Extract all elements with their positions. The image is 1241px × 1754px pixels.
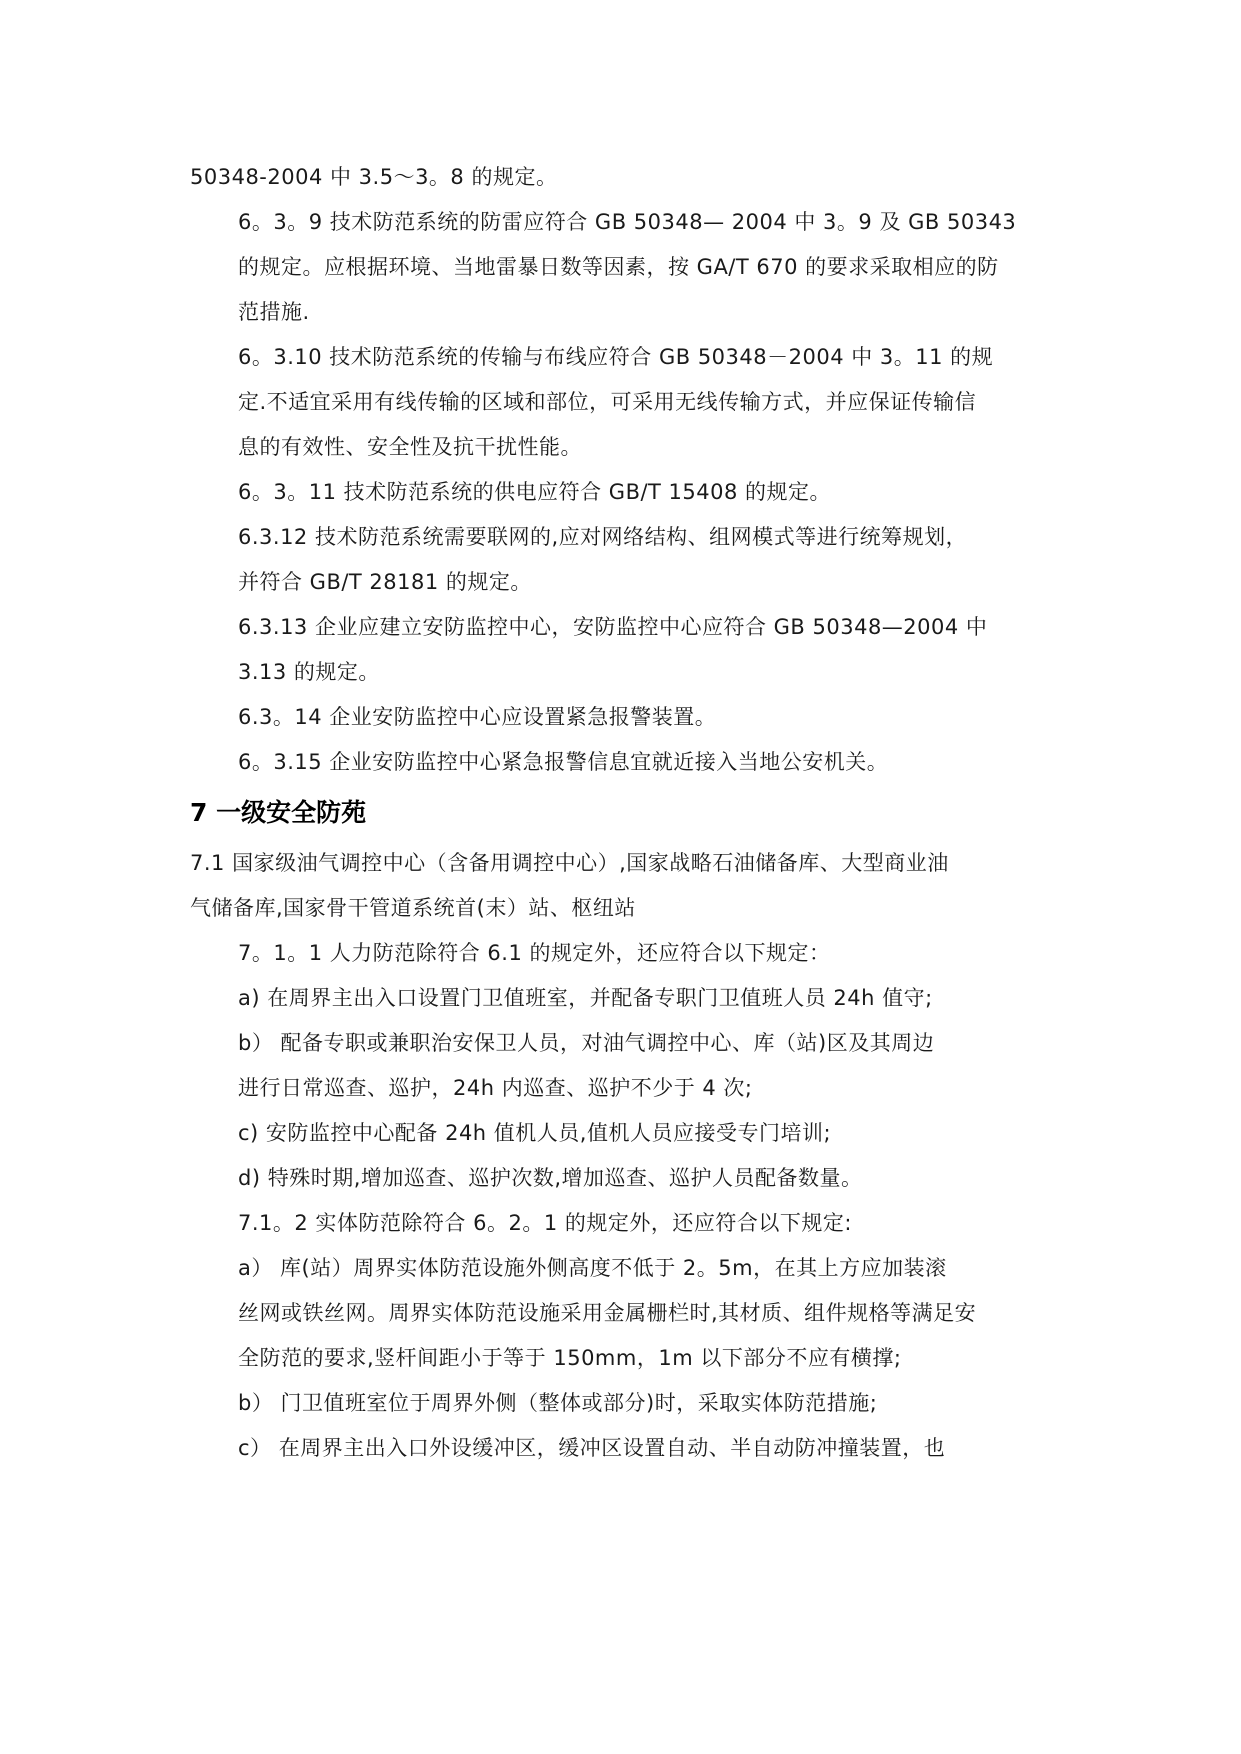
paragraph	[190, 155, 1052, 200]
text-line: 丝网或铁丝网。周界实体防范设施采用金属栅栏时,其材质、组件规格等满足安	[238, 1301, 977, 1325]
paragraph	[190, 1426, 1052, 1471]
paragraph	[190, 605, 1052, 695]
paragraph	[190, 1021, 1052, 1111]
paragraph	[190, 841, 1052, 931]
paragraph	[190, 976, 1052, 1021]
text-line: 7。1。1 人力防范除符合 6.1 的规定外，还应符合以下规定：	[238, 941, 831, 965]
text-line: a) 在周界主出入口设置门卫值班室，并配备专职门卫值班人员 24h 值守;	[238, 986, 933, 1010]
text-line: 6。3。11 技术防范系统的供电应符合 GB/T 15408 的规定。	[238, 480, 832, 504]
paragraph	[190, 740, 1052, 785]
paragraph	[190, 515, 1052, 605]
text-line: 6。3。9 技术防范系统的防雷应符合 GB 50348— 2004 中 3。9 及 GB 50343	[238, 210, 1017, 234]
text-line: 6。3.15 企业安防监控中心紧急报警信息宜就近接入当地公安机关。	[238, 750, 889, 774]
text-line: a） 库(站）周界实体防范设施外侧高度不低于 2。5m，在其上方应加装滚	[238, 1256, 947, 1280]
paragraph	[190, 695, 1052, 740]
text-line: 全防范的要求,竖杆间距小于等于 150mm，1m 以下部分不应有横撑;	[238, 1346, 902, 1370]
text-line: 定.不适宜采用有线传输的区域和部位，可采用无线传输方式，并应保证传输信	[238, 390, 977, 414]
paragraph	[190, 470, 1052, 515]
text-line: 并符合 GB/T 28181 的规定。	[238, 570, 532, 594]
text-line: d) 特殊时期,增加巡查、巡护次数,增加巡查、巡护人员配备数量。	[238, 1166, 863, 1190]
paragraph	[190, 335, 1052, 470]
text-line: 6.3.13 企业应建立安防监控中心，安防监控中心应符合 GB 50348—2004 中	[238, 615, 988, 639]
text-line: 3.13 的规定。	[238, 660, 380, 684]
text-line: 6。3.10 技术防范系统的传输与布线应符合 GB 50348－2004 中 3。11 的规	[238, 345, 994, 369]
text-line: c) 安防监控中心配备 24h 值机人员,值机人员应接受专门培训;	[238, 1121, 832, 1145]
text-line: b） 配备专职或兼职治安保卫人员，对油气调控中心、库（站)区及其周边	[238, 1031, 935, 1055]
text-line: 范措施.	[238, 300, 310, 324]
text-line: c） 在周界主出入口外设缓冲区，缓冲区设置自动、半自动防冲撞装置，也	[238, 1436, 946, 1460]
paragraph	[190, 1381, 1052, 1426]
paragraph	[190, 931, 1052, 976]
text-line: 7.1。2 实体防范除符合 6。2。1 的规定外，还应符合以下规定:	[238, 1211, 852, 1235]
paragraph	[190, 1201, 1052, 1246]
paragraph	[190, 1156, 1052, 1201]
paragraph	[190, 1246, 1052, 1381]
text-line: b） 门卫值班室位于周界外侧（整体或部分)时，采取实体防范措施;	[238, 1391, 878, 1415]
paragraph	[190, 200, 1052, 335]
text-line: 50348-2004 中 3.5～3。8 的规定。	[190, 165, 558, 189]
text-line: 6.3.12 技术防范系统需要联网的,应对网络结构、组网模式等进行统筹规划，	[238, 525, 968, 549]
text-line: 息的有效性、安全性及抗干扰性能。	[238, 435, 582, 459]
text-line: 7.1 国家级油气调控中心（含备用调控中心）,国家战略石油储备库、大型商业油	[190, 851, 949, 875]
text-line: 气储备库,国家骨干管道系统首(末）站、枢纽站	[190, 896, 636, 920]
paragraph	[190, 1111, 1052, 1156]
section-heading: 7 一级安全防苑	[190, 798, 367, 827]
text-line: 6.3。14 企业安防监控中心应设置紧急报警装置。	[238, 705, 717, 729]
text-line: 的规定。应根据环境、当地雷暴日数等因素，按 GA/T 670 的要求采取相应的防	[238, 255, 999, 279]
document-body	[190, 155, 1052, 1471]
text-line: 进行日常巡查、巡护，24h 内巡查、巡护不少于 4 次;	[238, 1076, 753, 1100]
